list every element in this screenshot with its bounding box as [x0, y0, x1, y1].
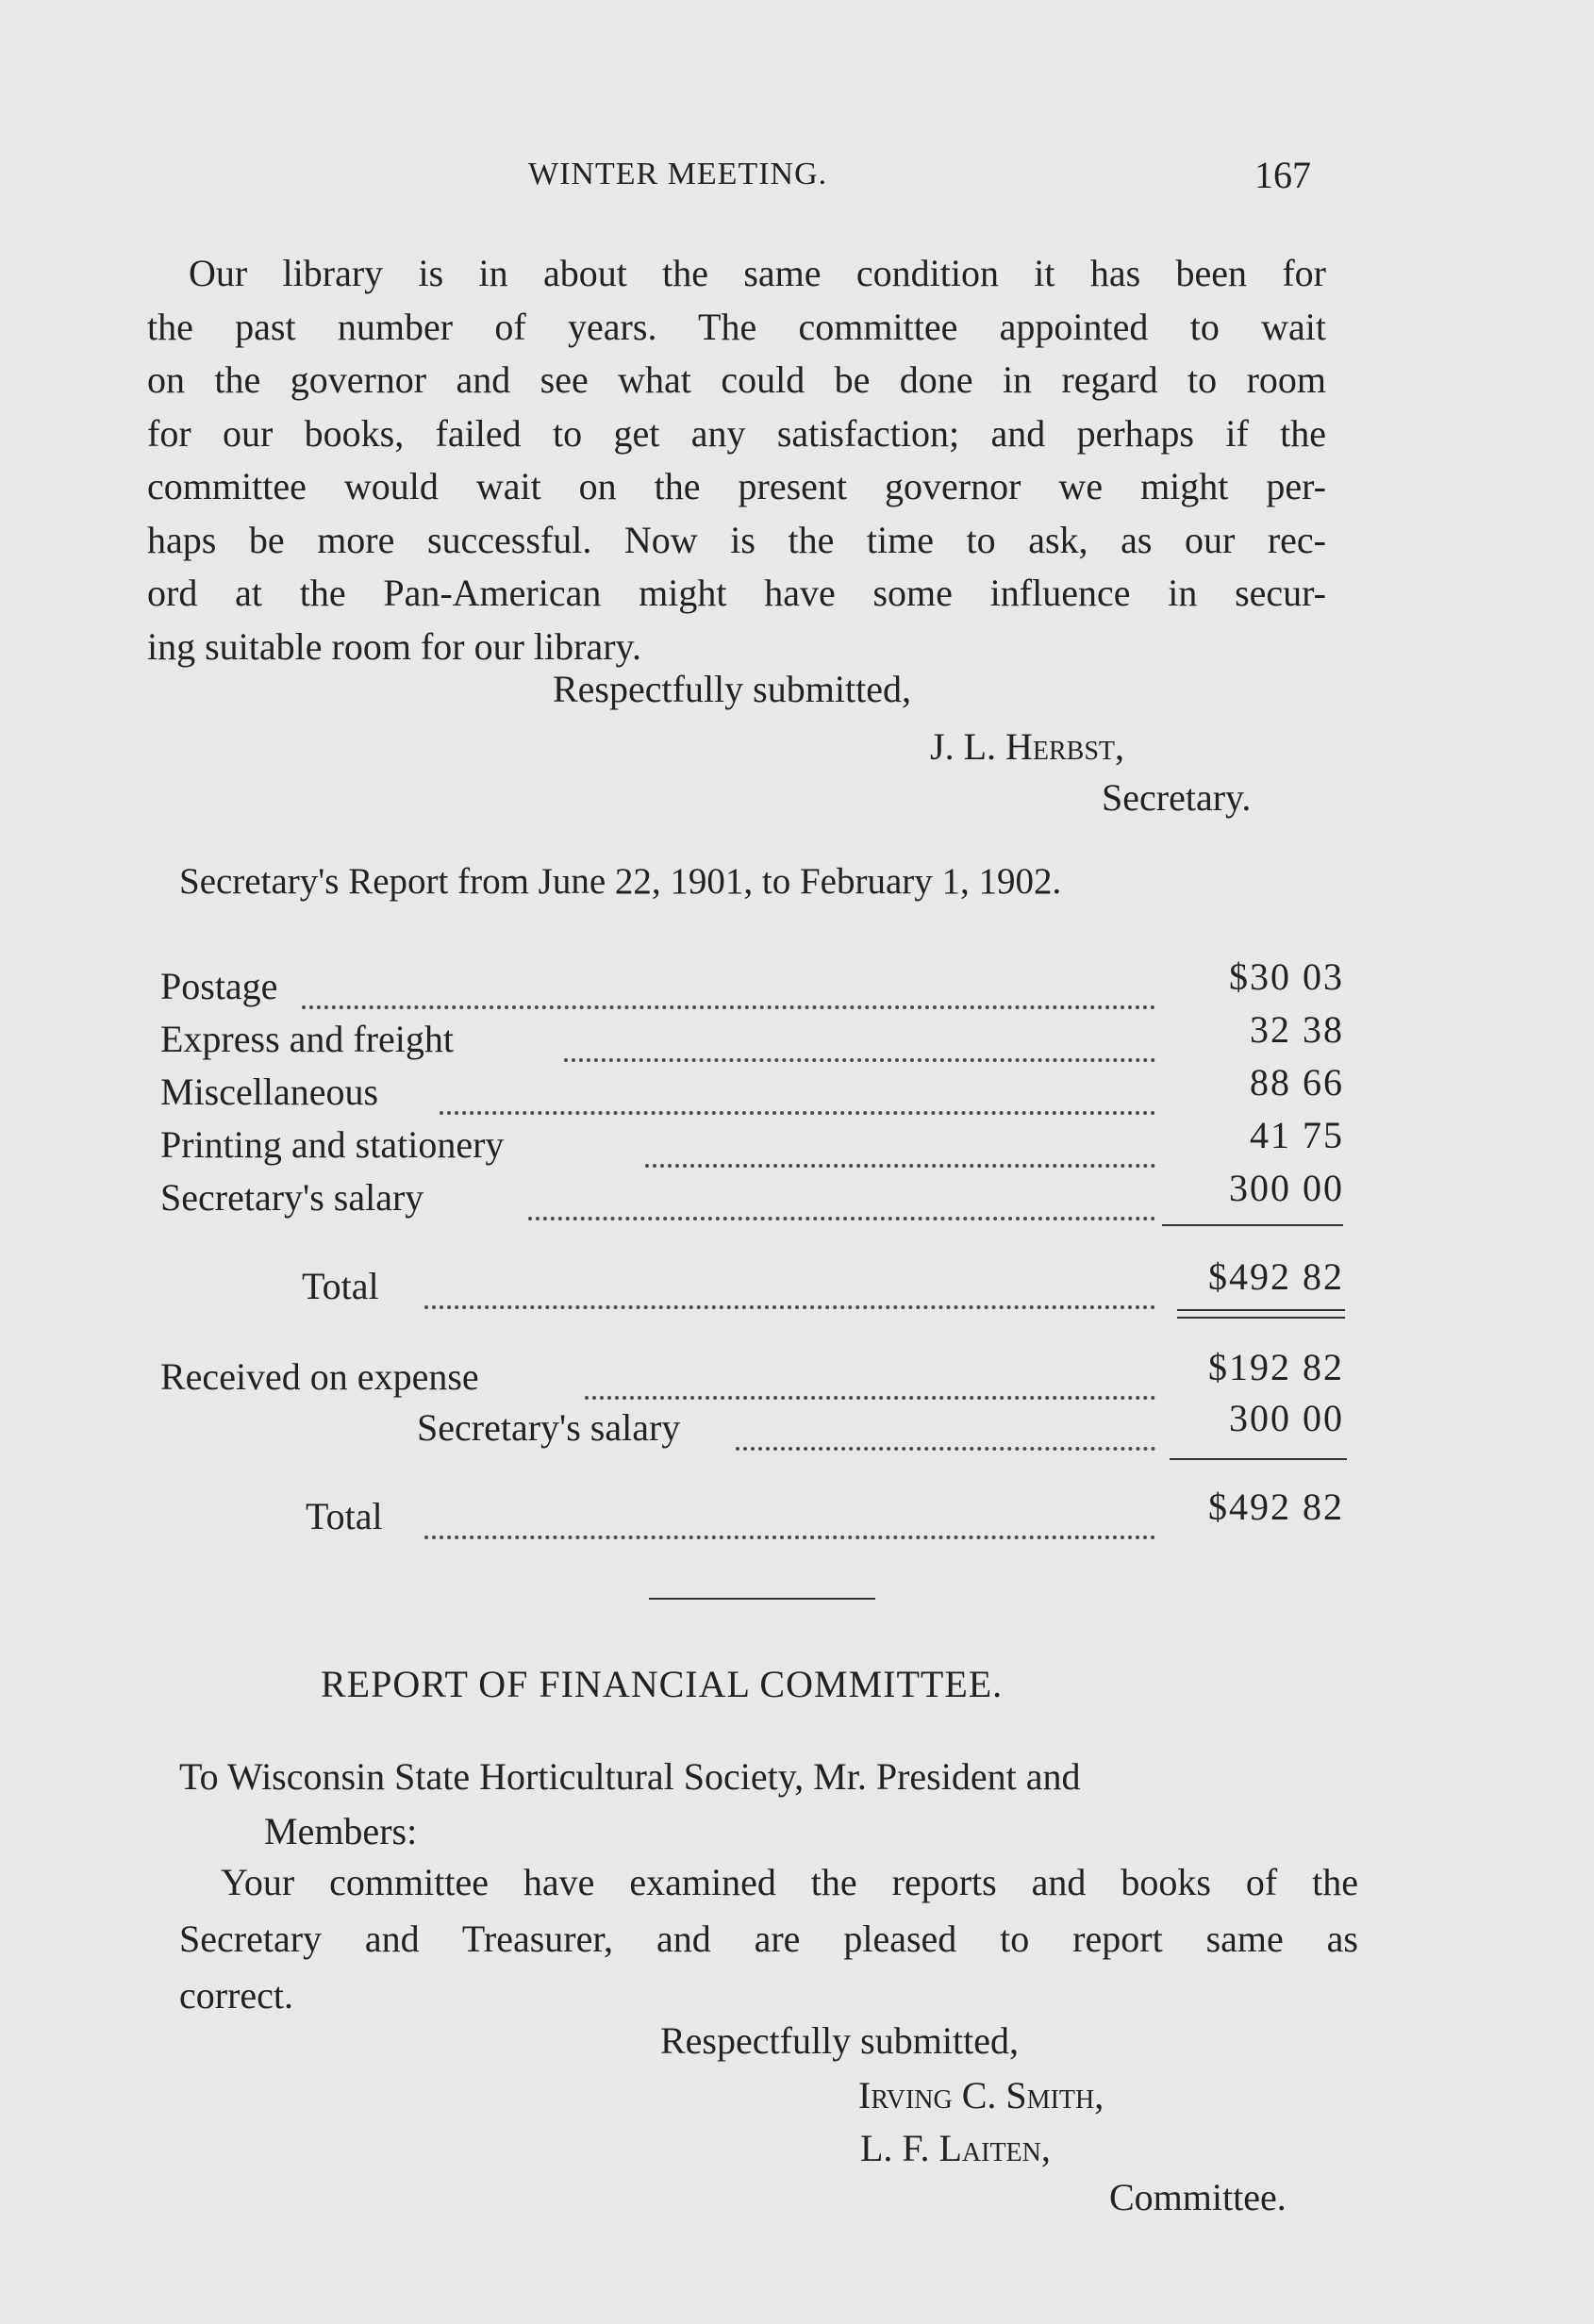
leader-dots: [564, 1021, 1155, 1062]
page-number: 167: [1254, 154, 1311, 196]
committee-signer-title: Committee.: [1109, 2176, 1287, 2218]
ledger-label: Miscellaneous: [160, 1071, 379, 1113]
paragraph-line: Your committee have examined the reports and books of the: [221, 1861, 1358, 1903]
section-divider: [649, 1598, 875, 1600]
leader-dots: [440, 1073, 1155, 1115]
ledger-row: [160, 1061, 1344, 1122]
committee-signer: L. F. Laiten,: [860, 2127, 1051, 2169]
ledger-label: Printing and stationery: [160, 1123, 505, 1166]
paragraph-line: Secretary and Treasurer, and are pleased to report same as: [179, 1917, 1358, 1960]
paragraph-line: haps be more successful. Now is the time to ask, as our rec-: [147, 518, 1326, 561]
ledger-amount: $492 82: [1208, 1255, 1344, 1298]
sum-rule: [1170, 1458, 1347, 1460]
library-closing: Respectfully submitted,: [553, 668, 911, 710]
ledger-amount: $192 82: [1208, 1346, 1344, 1388]
paragraph-line: for our books, failed to get any satisfaction; and perhaps if the: [147, 411, 1326, 455]
ledger-total-row: [160, 1486, 1344, 1547]
paragraph-line: correct.: [179, 1974, 294, 2017]
library-signer-title: Secretary.: [1102, 776, 1252, 819]
ledger-amount: 300 00: [1229, 1397, 1344, 1439]
leader-dots: [302, 968, 1155, 1009]
ledger-amount: $492 82: [1208, 1486, 1344, 1528]
ledger-amount: 300 00: [1229, 1167, 1344, 1209]
ledger-label: Secretary's salary: [417, 1406, 681, 1449]
paragraph-line: on the governor and see what could be done in regard to room: [147, 358, 1326, 401]
financial-committee-title: REPORT OF FINANCIAL COMMITTEE.: [321, 1663, 1004, 1705]
ledger-row: [160, 1397, 1344, 1458]
committee-signer: Irving C. Smith,: [858, 2074, 1104, 2116]
ledger-label: Postage: [160, 965, 278, 1007]
ledger-row: [160, 955, 1344, 1017]
leader-dots: [645, 1126, 1155, 1168]
paragraph-line: committee would wait on the present governor we might per-: [147, 465, 1326, 507]
paragraph-line: ing suitable room for our library.: [147, 624, 641, 668]
ledger-total-row: [160, 1255, 1344, 1317]
paragraph-line: ord at the Pan-American might have some influence in secur-: [147, 572, 1326, 614]
double-rule-bottom: [1177, 1317, 1345, 1319]
ledger-label: Received on expense: [160, 1355, 479, 1398]
ledger-label: Total: [306, 1495, 383, 1537]
financial-committee-paragraph: [179, 1854, 1358, 2024]
ledger-row: [160, 1008, 1344, 1070]
library-signer: J. L. Herbst,: [930, 725, 1125, 768]
ledger-amount: 32 38: [1250, 1008, 1344, 1051]
ledger-amount: 41 75: [1250, 1114, 1344, 1156]
leader-dots: [528, 1179, 1155, 1220]
ledger-label: Express and freight: [160, 1018, 455, 1060]
ledger-label: Secretary's salary: [160, 1176, 424, 1219]
address-line: Members:: [264, 1810, 418, 1852]
double-rule-top: [1177, 1309, 1345, 1311]
leader-dots: [424, 1268, 1155, 1309]
secretary-report-title: Secretary's Report from June 22, 1901, to February 1, 1902.: [179, 861, 1062, 902]
ledger-row: [160, 1167, 1344, 1228]
leader-dots: [424, 1498, 1155, 1539]
leader-dots: [585, 1358, 1155, 1400]
ledger-row: [160, 1114, 1344, 1175]
ledger-amount: 88 66: [1250, 1061, 1344, 1104]
committee-closing: Respectfully submitted,: [660, 2019, 1019, 2062]
sum-rule: [1162, 1224, 1343, 1226]
leader-dots: [736, 1409, 1155, 1451]
paragraph-line: the past number of years. The committee appointed to wait: [147, 305, 1326, 348]
ledger-label: Total: [302, 1265, 379, 1307]
ledger-amount: $30 03: [1229, 955, 1344, 998]
running-head: WINTER MEETING.: [528, 157, 828, 191]
ledger-row: [160, 1346, 1344, 1407]
paragraph-line: Our library is in about the same condition it has been for: [189, 252, 1326, 294]
library-report-paragraph: [147, 247, 1326, 673]
address-line: To Wisconsin State Horticultural Society, Mr. President and: [179, 1755, 1081, 1798]
